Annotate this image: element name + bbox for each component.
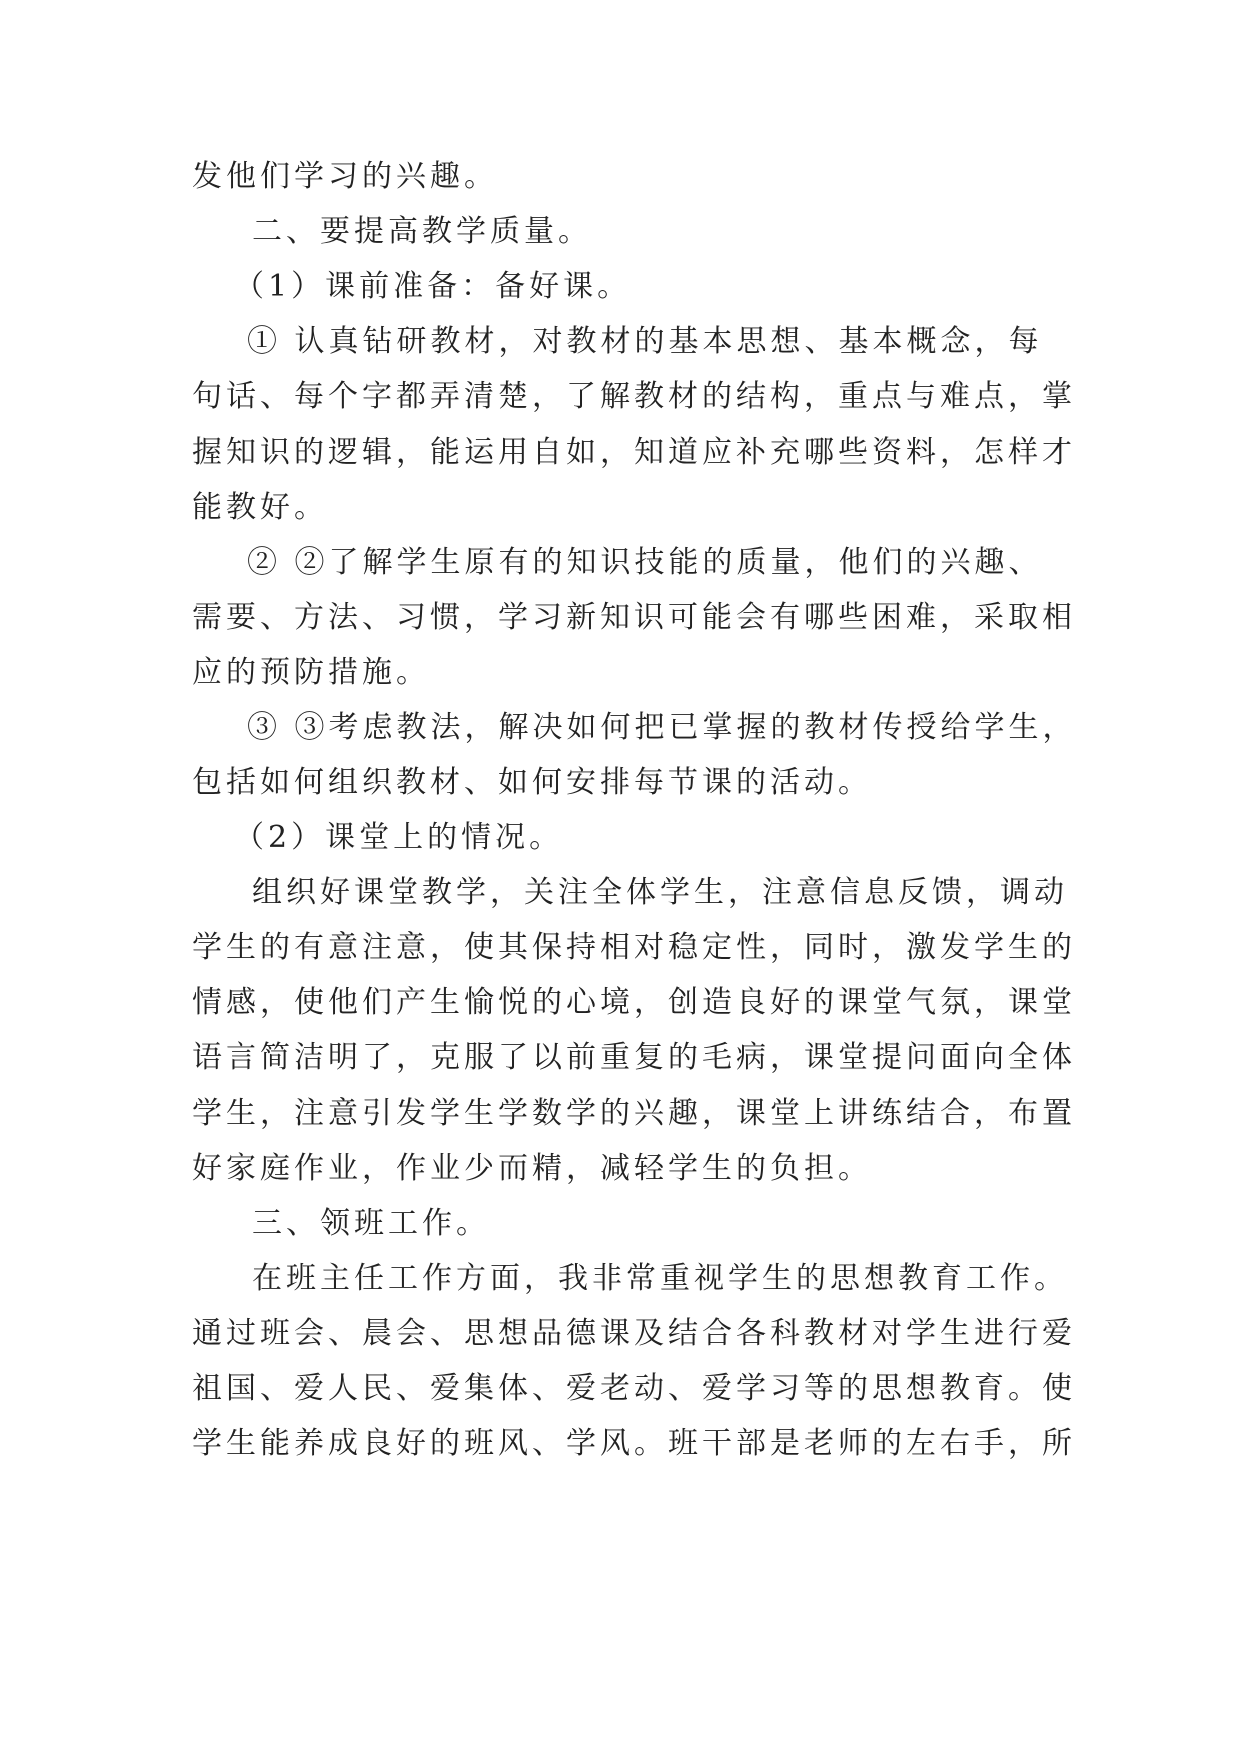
section-heading: 二、要提高教学质量。 [252, 214, 592, 249]
text-line: 需要、方法、习惯，学习新知识可能会有哪些困难，采取相 [192, 600, 1076, 635]
text-line: 包括如何组织教材、如何安排每节课的活动。 [192, 765, 872, 800]
text-line: 情感，使他们产生愉悦的心境，创造良好的课堂气氛，课堂 [192, 985, 1076, 1020]
text-line: 好家庭作业，作业少而精，减轻学生的负担。 [192, 1151, 872, 1186]
section-heading: 三、领班工作。 [252, 1206, 490, 1241]
text-line: 发他们学习的兴趣。 [192, 159, 498, 194]
text-line: 通过班会、晨会、思想品德课及结合各科教材对学生进行爱 [192, 1316, 1076, 1351]
text-line: 学生，注意引发学生学数学的兴趣，课堂上讲练结合，布置 [192, 1096, 1076, 1131]
text-line: 祖国、爱人民、爱集体、爱老动、爱学习等的思想教育。使 [192, 1371, 1076, 1406]
subsection-heading: （1）课前准备：备好课。 [234, 269, 632, 304]
text-line: ② ②了解学生原有的知识技能的质量，他们的兴趣、 [247, 545, 1043, 580]
text-line: 在班主任工作方面，我非常重视学生的思想教育工作。 [252, 1261, 1068, 1296]
text-line: 能教好。 [192, 490, 328, 525]
text-line: ③ ③考虑教法，解决如何把已掌握的教材传授给学生， [247, 710, 1077, 745]
text-line: 学生的有意注意，使其保持相对稳定性，同时，激发学生的 [192, 930, 1076, 965]
subsection-heading: （2）课堂上的情况。 [234, 820, 564, 855]
text-line: 学生能养成良好的班风、学风。班干部是老师的左右手，所 [192, 1426, 1076, 1461]
text-line: 握知识的逻辑，能运用自如，知道应补充哪些资料，怎样才 [192, 435, 1076, 470]
text-line: 句话、每个字都弄清楚，了解教材的结构，重点与难点，掌 [192, 379, 1076, 414]
text-line: 应的预防措施。 [192, 655, 430, 690]
text-line: ① 认真钻研教材，对教材的基本思想、基本概念，每 [247, 324, 1043, 359]
text-line: 组织好课堂教学，关注全体学生，注意信息反馈，调动 [252, 875, 1068, 910]
text-line: 语言简洁明了，克服了以前重复的毛病，课堂提问面向全体 [192, 1040, 1076, 1075]
